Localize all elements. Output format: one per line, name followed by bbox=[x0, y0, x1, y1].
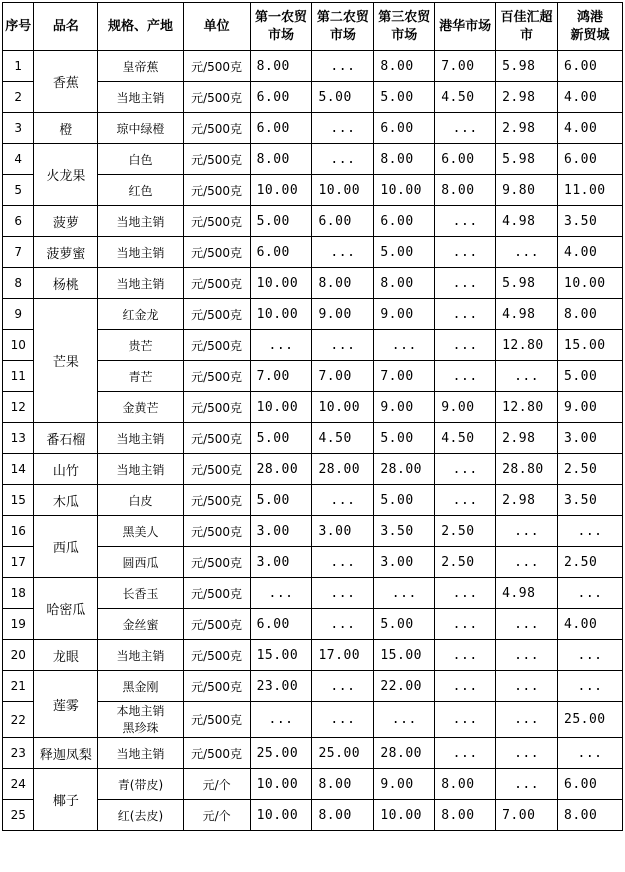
price-market-3: 28.00 bbox=[374, 454, 435, 485]
price-market-3: 8.00 bbox=[374, 268, 435, 299]
unit: 元/500克 bbox=[183, 113, 250, 144]
unit: 元/个 bbox=[183, 800, 250, 831]
table-row bbox=[3, 268, 623, 299]
price-market-3: 10.00 bbox=[374, 800, 435, 831]
price-market-2: ... bbox=[312, 51, 374, 82]
product-name: 火龙果 bbox=[34, 144, 98, 206]
price-market-6: 6.00 bbox=[558, 769, 623, 800]
price-market-6: 8.00 bbox=[558, 800, 623, 831]
unit: 元/500克 bbox=[183, 175, 250, 206]
price-market-4: ... bbox=[435, 485, 496, 516]
price-market-3: 8.00 bbox=[374, 144, 435, 175]
unit: 元/500克 bbox=[183, 738, 250, 769]
unit: 元/500克 bbox=[183, 392, 250, 423]
price-market-5: ... bbox=[496, 609, 558, 640]
product-spec: 当地主销 bbox=[98, 237, 183, 268]
price-market-3: 7.00 bbox=[374, 361, 435, 392]
price-market-1: ... bbox=[250, 702, 312, 738]
price-market-3: 9.00 bbox=[374, 769, 435, 800]
header-unit: 单位 bbox=[183, 3, 250, 51]
product-name: 山竹 bbox=[34, 454, 98, 485]
price-market-2: ... bbox=[312, 144, 374, 175]
price-market-2: 5.00 bbox=[312, 82, 374, 113]
price-market-2: ... bbox=[312, 578, 374, 609]
price-market-2: ... bbox=[312, 609, 374, 640]
product-spec: 长香玉 bbox=[98, 578, 183, 609]
unit: 元/500克 bbox=[183, 671, 250, 702]
table-row bbox=[3, 144, 623, 175]
price-market-2: ... bbox=[312, 330, 374, 361]
product-spec: 圆西瓜 bbox=[98, 547, 183, 578]
row-index: 13 bbox=[3, 423, 34, 454]
price-market-5: ... bbox=[496, 516, 558, 547]
product-name: 杨桃 bbox=[34, 268, 98, 299]
price-market-3: 28.00 bbox=[374, 738, 435, 769]
price-market-1: 8.00 bbox=[250, 51, 312, 82]
product-name: 哈密瓜 bbox=[34, 578, 98, 640]
price-market-5: 9.80 bbox=[496, 175, 558, 206]
table-row bbox=[3, 113, 623, 144]
product-spec: 金丝蜜 bbox=[98, 609, 183, 640]
table-row bbox=[3, 206, 623, 237]
product-spec: 红色 bbox=[98, 175, 183, 206]
product-spec: 青芒 bbox=[98, 361, 183, 392]
price-market-3: 22.00 bbox=[374, 671, 435, 702]
price-market-1: 10.00 bbox=[250, 769, 312, 800]
price-market-3: 9.00 bbox=[374, 392, 435, 423]
header-market-1: 第一农贸 市场 bbox=[250, 3, 312, 51]
price-market-5: ... bbox=[496, 361, 558, 392]
product-spec: 贵芒 bbox=[98, 330, 183, 361]
product-name: 释迦凤梨 bbox=[34, 738, 98, 769]
price-market-2: 6.00 bbox=[312, 206, 374, 237]
price-market-3: 5.00 bbox=[374, 423, 435, 454]
price-market-3: 10.00 bbox=[374, 175, 435, 206]
product-spec: 金黄芒 bbox=[98, 392, 183, 423]
product-spec: 当地主销 bbox=[98, 206, 183, 237]
row-index: 18 bbox=[3, 578, 34, 609]
product-name: 番石榴 bbox=[34, 423, 98, 454]
product-name: 莲雾 bbox=[34, 671, 98, 738]
price-market-1: 10.00 bbox=[250, 800, 312, 831]
price-market-5: ... bbox=[496, 738, 558, 769]
header-market-5: 百佳汇超 市 bbox=[496, 3, 558, 51]
price-market-1: 10.00 bbox=[250, 268, 312, 299]
price-market-3: 5.00 bbox=[374, 609, 435, 640]
price-market-6: ... bbox=[558, 738, 623, 769]
price-market-5: ... bbox=[496, 640, 558, 671]
price-market-6: 10.00 bbox=[558, 268, 623, 299]
price-market-3: 5.00 bbox=[374, 237, 435, 268]
price-market-2: 9.00 bbox=[312, 299, 374, 330]
table-row bbox=[3, 454, 623, 485]
header-market-2: 第二农贸 市场 bbox=[312, 3, 374, 51]
price-market-4: ... bbox=[435, 113, 496, 144]
price-market-3: 5.00 bbox=[374, 82, 435, 113]
unit: 元/500克 bbox=[183, 82, 250, 113]
price-market-2: ... bbox=[312, 547, 374, 578]
price-market-5: ... bbox=[496, 702, 558, 738]
price-market-5: 5.98 bbox=[496, 51, 558, 82]
product-spec: 当地主销 bbox=[98, 454, 183, 485]
row-index: 14 bbox=[3, 454, 34, 485]
row-index: 4 bbox=[3, 144, 34, 175]
price-market-6: 5.00 bbox=[558, 361, 623, 392]
price-market-4: 4.50 bbox=[435, 82, 496, 113]
header-market-6: 鸿港 新贸城 bbox=[558, 3, 623, 51]
row-index: 16 bbox=[3, 516, 34, 547]
price-market-4: 8.00 bbox=[435, 769, 496, 800]
price-market-1: 23.00 bbox=[250, 671, 312, 702]
header-market-3: 第三农贸 市场 bbox=[374, 3, 435, 51]
price-market-1: 6.00 bbox=[250, 113, 312, 144]
row-index: 22 bbox=[3, 702, 34, 738]
price-market-5: 4.98 bbox=[496, 299, 558, 330]
product-name: 芒果 bbox=[34, 299, 98, 423]
product-spec: 当地主销 bbox=[98, 423, 183, 454]
price-market-6: 8.00 bbox=[558, 299, 623, 330]
table-row bbox=[3, 485, 623, 516]
unit: 元/500克 bbox=[183, 237, 250, 268]
row-index: 11 bbox=[3, 361, 34, 392]
unit: 元/500克 bbox=[183, 640, 250, 671]
price-market-3: 3.50 bbox=[374, 516, 435, 547]
row-index: 8 bbox=[3, 268, 34, 299]
price-market-6: ... bbox=[558, 671, 623, 702]
row-index: 23 bbox=[3, 738, 34, 769]
price-market-2: 8.00 bbox=[312, 800, 374, 831]
row-index: 24 bbox=[3, 769, 34, 800]
product-name: 橙 bbox=[34, 113, 98, 144]
price-market-1: 6.00 bbox=[250, 237, 312, 268]
price-market-2: ... bbox=[312, 671, 374, 702]
price-market-6: 3.00 bbox=[558, 423, 623, 454]
product-spec: 红金龙 bbox=[98, 299, 183, 330]
product-spec: 本地主销 黑珍珠 bbox=[98, 702, 183, 738]
product-name: 菠萝蜜 bbox=[34, 237, 98, 268]
row-index: 15 bbox=[3, 485, 34, 516]
unit: 元/500克 bbox=[183, 206, 250, 237]
price-market-4: ... bbox=[435, 609, 496, 640]
price-market-2: 4.50 bbox=[312, 423, 374, 454]
price-market-5: 2.98 bbox=[496, 82, 558, 113]
price-market-5: 4.98 bbox=[496, 578, 558, 609]
price-market-1: ... bbox=[250, 330, 312, 361]
product-name: 木瓜 bbox=[34, 485, 98, 516]
price-market-2: ... bbox=[312, 702, 374, 738]
table-row bbox=[3, 769, 623, 800]
price-market-6: 4.00 bbox=[558, 237, 623, 268]
row-index: 20 bbox=[3, 640, 34, 671]
unit: 元/500克 bbox=[183, 547, 250, 578]
unit: 元/500克 bbox=[183, 330, 250, 361]
row-index: 17 bbox=[3, 547, 34, 578]
price-market-6: 11.00 bbox=[558, 175, 623, 206]
table-row bbox=[3, 516, 623, 547]
price-market-4: ... bbox=[435, 206, 496, 237]
price-market-2: 25.00 bbox=[312, 738, 374, 769]
price-market-4: ... bbox=[435, 671, 496, 702]
header-seq: 序号 bbox=[3, 3, 34, 51]
price-market-5: 7.00 bbox=[496, 800, 558, 831]
row-index: 6 bbox=[3, 206, 34, 237]
product-name: 西瓜 bbox=[34, 516, 98, 578]
product-spec: 黑美人 bbox=[98, 516, 183, 547]
product-name: 龙眼 bbox=[34, 640, 98, 671]
product-spec: 青(带皮) bbox=[98, 769, 183, 800]
table-row bbox=[3, 237, 623, 268]
unit: 元/500克 bbox=[183, 51, 250, 82]
price-market-2: 3.00 bbox=[312, 516, 374, 547]
price-table bbox=[2, 2, 623, 831]
price-market-3: 15.00 bbox=[374, 640, 435, 671]
unit: 元/500克 bbox=[183, 485, 250, 516]
price-market-4: 4.50 bbox=[435, 423, 496, 454]
header-market-4: 港华市场 bbox=[435, 3, 496, 51]
row-index: 1 bbox=[3, 51, 34, 82]
table-row bbox=[3, 671, 623, 702]
price-market-5: 12.80 bbox=[496, 392, 558, 423]
price-market-3: 6.00 bbox=[374, 206, 435, 237]
price-market-2: 17.00 bbox=[312, 640, 374, 671]
price-market-1: 25.00 bbox=[250, 738, 312, 769]
table-row bbox=[3, 738, 623, 769]
price-market-3: ... bbox=[374, 702, 435, 738]
unit: 元/500克 bbox=[183, 609, 250, 640]
table-row bbox=[3, 640, 623, 671]
price-market-2: 10.00 bbox=[312, 175, 374, 206]
price-market-5: ... bbox=[496, 671, 558, 702]
price-market-4: ... bbox=[435, 330, 496, 361]
price-market-3: 3.00 bbox=[374, 547, 435, 578]
price-market-1: 10.00 bbox=[250, 175, 312, 206]
price-market-3: 6.00 bbox=[374, 113, 435, 144]
price-market-3: ... bbox=[374, 330, 435, 361]
price-market-4: ... bbox=[435, 361, 496, 392]
table-row bbox=[3, 51, 623, 82]
row-index: 19 bbox=[3, 609, 34, 640]
price-market-6: 9.00 bbox=[558, 392, 623, 423]
product-spec: 当地主销 bbox=[98, 82, 183, 113]
product-spec: 当地主销 bbox=[98, 738, 183, 769]
price-market-1: 5.00 bbox=[250, 206, 312, 237]
price-market-6: 4.00 bbox=[558, 82, 623, 113]
price-market-4: ... bbox=[435, 454, 496, 485]
product-spec: 当地主销 bbox=[98, 640, 183, 671]
header-row bbox=[3, 3, 623, 51]
price-market-5: 2.98 bbox=[496, 423, 558, 454]
price-market-3: 5.00 bbox=[374, 485, 435, 516]
price-market-1: 5.00 bbox=[250, 485, 312, 516]
price-market-1: 8.00 bbox=[250, 144, 312, 175]
row-index: 12 bbox=[3, 392, 34, 423]
price-market-5: 4.98 bbox=[496, 206, 558, 237]
price-market-6: ... bbox=[558, 516, 623, 547]
price-market-2: ... bbox=[312, 237, 374, 268]
product-name: 香蕉 bbox=[34, 51, 98, 113]
unit: 元/500克 bbox=[183, 361, 250, 392]
product-spec: 皇帝蕉 bbox=[98, 51, 183, 82]
price-market-4: 6.00 bbox=[435, 144, 496, 175]
price-market-1: 5.00 bbox=[250, 423, 312, 454]
price-market-4: ... bbox=[435, 640, 496, 671]
unit: 元/500克 bbox=[183, 516, 250, 547]
price-market-6: 4.00 bbox=[558, 113, 623, 144]
row-index: 7 bbox=[3, 237, 34, 268]
price-market-2: 8.00 bbox=[312, 769, 374, 800]
price-market-5: 5.98 bbox=[496, 144, 558, 175]
price-market-2: 10.00 bbox=[312, 392, 374, 423]
product-spec: 红(去皮) bbox=[98, 800, 183, 831]
price-market-6: 2.50 bbox=[558, 454, 623, 485]
price-market-6: 6.00 bbox=[558, 51, 623, 82]
table-row bbox=[3, 423, 623, 454]
unit: 元/500克 bbox=[183, 578, 250, 609]
price-market-6: 2.50 bbox=[558, 547, 623, 578]
row-index: 5 bbox=[3, 175, 34, 206]
table-row bbox=[3, 299, 623, 330]
table-body bbox=[3, 51, 623, 831]
price-market-5: 12.80 bbox=[496, 330, 558, 361]
price-market-2: 28.00 bbox=[312, 454, 374, 485]
price-market-1: 3.00 bbox=[250, 516, 312, 547]
price-market-3: 9.00 bbox=[374, 299, 435, 330]
price-market-5: 2.98 bbox=[496, 113, 558, 144]
price-market-6: 25.00 bbox=[558, 702, 623, 738]
price-market-4: ... bbox=[435, 702, 496, 738]
price-market-4: 7.00 bbox=[435, 51, 496, 82]
product-spec: 当地主销 bbox=[98, 268, 183, 299]
price-market-3: ... bbox=[374, 578, 435, 609]
product-name: 椰子 bbox=[34, 769, 98, 831]
price-market-4: 8.00 bbox=[435, 800, 496, 831]
row-index: 25 bbox=[3, 800, 34, 831]
price-market-2: 8.00 bbox=[312, 268, 374, 299]
product-spec: 琼中绿橙 bbox=[98, 113, 183, 144]
price-market-2: ... bbox=[312, 113, 374, 144]
price-market-4: ... bbox=[435, 578, 496, 609]
product-name: 菠萝 bbox=[34, 206, 98, 237]
unit: 元/500克 bbox=[183, 423, 250, 454]
price-market-6: 3.50 bbox=[558, 485, 623, 516]
price-market-4: 2.50 bbox=[435, 547, 496, 578]
price-market-6: ... bbox=[558, 578, 623, 609]
price-market-6: 6.00 bbox=[558, 144, 623, 175]
price-market-5: 2.98 bbox=[496, 485, 558, 516]
price-market-1: 28.00 bbox=[250, 454, 312, 485]
table-row bbox=[3, 578, 623, 609]
price-market-1: 7.00 bbox=[250, 361, 312, 392]
price-market-6: 3.50 bbox=[558, 206, 623, 237]
price-market-1: 10.00 bbox=[250, 299, 312, 330]
price-market-1: ... bbox=[250, 578, 312, 609]
row-index: 3 bbox=[3, 113, 34, 144]
row-index: 2 bbox=[3, 82, 34, 113]
price-market-4: ... bbox=[435, 237, 496, 268]
row-index: 10 bbox=[3, 330, 34, 361]
price-market-6: 4.00 bbox=[558, 609, 623, 640]
price-market-2: ... bbox=[312, 485, 374, 516]
unit: 元/500克 bbox=[183, 454, 250, 485]
price-market-1: 3.00 bbox=[250, 547, 312, 578]
unit: 元/500克 bbox=[183, 268, 250, 299]
price-market-6: ... bbox=[558, 640, 623, 671]
price-market-4: ... bbox=[435, 268, 496, 299]
price-market-1: 6.00 bbox=[250, 609, 312, 640]
price-market-6: 15.00 bbox=[558, 330, 623, 361]
price-market-5: 28.80 bbox=[496, 454, 558, 485]
price-market-1: 10.00 bbox=[250, 392, 312, 423]
price-market-1: 6.00 bbox=[250, 82, 312, 113]
price-market-1: 15.00 bbox=[250, 640, 312, 671]
row-index: 21 bbox=[3, 671, 34, 702]
row-index: 9 bbox=[3, 299, 34, 330]
price-market-5: ... bbox=[496, 769, 558, 800]
product-spec: 黑金刚 bbox=[98, 671, 183, 702]
price-market-4: ... bbox=[435, 738, 496, 769]
product-spec: 白皮 bbox=[98, 485, 183, 516]
unit: 元/500克 bbox=[183, 299, 250, 330]
price-market-4: ... bbox=[435, 299, 496, 330]
header-spec: 规格、产地 bbox=[98, 3, 183, 51]
product-spec: 白色 bbox=[98, 144, 183, 175]
price-market-5: ... bbox=[496, 547, 558, 578]
price-market-4: 2.50 bbox=[435, 516, 496, 547]
price-market-5: 5.98 bbox=[496, 268, 558, 299]
price-market-3: 8.00 bbox=[374, 51, 435, 82]
price-market-4: 9.00 bbox=[435, 392, 496, 423]
unit: 元/个 bbox=[183, 769, 250, 800]
price-market-5: ... bbox=[496, 237, 558, 268]
price-market-2: 7.00 bbox=[312, 361, 374, 392]
unit: 元/500克 bbox=[183, 702, 250, 738]
price-market-4: 8.00 bbox=[435, 175, 496, 206]
unit: 元/500克 bbox=[183, 144, 250, 175]
header-name: 品名 bbox=[34, 3, 98, 51]
